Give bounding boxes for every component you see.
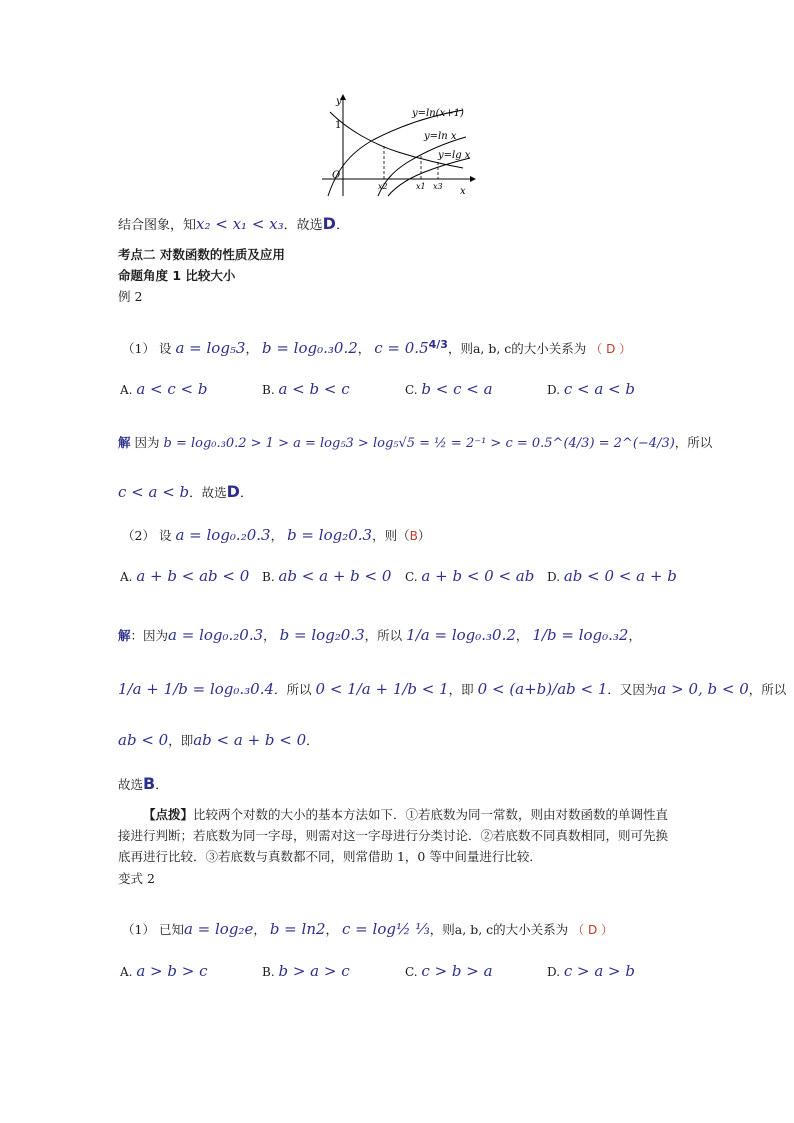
v1-stem: （1） 已知a = log₂e， b = ln2， c = log½ ⅓，则a, b, c的大小关系为 （ D ） — [122, 920, 614, 938]
q1-sol-line2-expr: c < a < b — [118, 483, 190, 501]
q2-option-d[interactable]: D. ab < 0 < a + b — [547, 567, 677, 585]
v1-num: （1） — [122, 922, 155, 937]
q1-sol-line2-mid: ．故选 — [189, 485, 227, 500]
q2-sol-final: ab < a + b < 0 — [193, 731, 307, 749]
conclusion-mid: ．故选 — [283, 218, 323, 233]
origin-label: O — [332, 170, 341, 181]
q2-sol-ab: ab < 0 — [118, 731, 169, 749]
q2-option-c[interactable]: C. a + b < 0 < ab — [405, 567, 535, 585]
one-label: 1 — [335, 120, 342, 131]
q1-sol-tail: ，所以 — [674, 435, 713, 450]
q2-sol-range2: 0 < (a+b)/ab < 1 — [477, 680, 608, 698]
curve1-label: y=ln(x+1) — [412, 108, 464, 119]
q2-sol-dot: ． — [306, 733, 319, 748]
v1-c-def: c = log½ ⅓ — [342, 920, 430, 938]
q1-solution-line1 — [118, 433, 712, 451]
q2-solution-line1: 解：因为a = log₀.₂0.3， b = log₂0.3，所以 1/a = log₀.₃0.2， 1/b = log₀.₃2， — [118, 626, 641, 644]
q2-b-def: b = log₂0.3 — [287, 526, 373, 544]
x2-label: x2 — [378, 182, 388, 191]
q2-sol-so2: ．所以 — [274, 682, 312, 697]
q2-sol-inv-a: 1/a = log₀.₃0.2 — [406, 626, 516, 644]
v1-a-def: a = log₂e — [183, 920, 254, 938]
q1-b-def: b = log₀.₃0.2 — [261, 339, 358, 358]
v1-known: 已知 — [158, 922, 184, 937]
q1-set: 设 — [158, 341, 172, 357]
q2-option-a[interactable]: A. a + b < ab < 0 — [120, 567, 250, 585]
q1-stem: （1） 设 a = log₅3， b = log₀.₃0.2， $c = 0.5^{4/3}$，则a, b, c的大小关系为 （ D ） — [122, 338, 632, 358]
conclusion-pre: 结合图象，知 — [118, 218, 197, 233]
y-axis-label: y — [336, 96, 342, 107]
q2-sol-so: ，所以 — [364, 628, 403, 643]
tip-body: 比较两个对数的大小的基本方法如下．①若底数为同一常数，则由对数函数的单调性直接进行判断；若底数为同一字母，则需对这一字母进行分类讨论．②若底数不同真数相同，则可先换底再进行比较．③若底数与真数都不同，则常借助 1，0 等中间量进行比较． — [118, 807, 669, 864]
q2-sol-text: ：因为 — [130, 628, 169, 643]
x1-label: x1 — [416, 182, 426, 191]
q1-option-c[interactable]: C. b < c < a — [405, 380, 493, 398]
q1-sol-line2-end: ． — [239, 485, 253, 500]
q2-sol-choose-end: ． — [155, 777, 168, 792]
q2-sol-choose: 故选 — [118, 777, 144, 792]
q2-sol-head: 解 — [118, 628, 131, 643]
q2-sol-a: a = log₀.₂0.3 — [168, 626, 264, 644]
q2-solution-line3 — [118, 731, 319, 749]
q2-stem: （2） 设 a = log₀.₂0.3， b = log₂0.3，则（B） — [122, 526, 431, 544]
q2-tail-end: ） — [417, 528, 431, 543]
curve2-label: y=ln x — [424, 131, 457, 142]
q1-sol-head: 解 — [118, 435, 131, 450]
q1-sol-text: 因为 — [134, 435, 160, 450]
subsection-title: 命题角度 1 比较大小 — [118, 268, 236, 283]
q2-solution-line2 — [118, 680, 786, 698]
q2-sol-sign: a > 0, b < 0 — [657, 680, 749, 698]
q2-tail: ，则（ — [372, 528, 410, 543]
x-axis-arrow — [470, 176, 476, 182]
example-label: 例 2 — [118, 289, 143, 304]
tip-paragraph — [118, 804, 678, 867]
v1-b-def: b = ln2 — [269, 920, 326, 938]
q1-solution-line2 — [118, 482, 252, 501]
function-graph-figure — [318, 92, 480, 200]
q2-sol-again: ．又因为 — [607, 682, 658, 697]
q2-sol-choose-ans: B — [143, 774, 156, 793]
x3-label: x3 — [433, 182, 443, 191]
q2-option-b[interactable]: B. ab < a + b < 0 — [262, 567, 392, 585]
q1-a-def: a = log₅3 — [175, 339, 246, 358]
q2-sol-so3: ，所以 — [748, 682, 787, 697]
conclusion-answer: D — [322, 214, 336, 233]
curve-lg-x — [388, 158, 470, 196]
q2-answer: B — [409, 529, 418, 543]
v1-option-c[interactable]: C. c > b > a — [405, 962, 493, 980]
v1-tail: ，则a, b, c的大小关系为 — [429, 922, 569, 937]
q2-num: （2） — [122, 528, 155, 543]
q1-option-b[interactable]: B. a < b < c — [262, 380, 350, 398]
conclusion-end: ． — [335, 218, 349, 233]
q1-sol-expr: b = log₀.₃0.2 > 1 > a = log₅3 > log₅√5 = ½ = 2⁻¹ > c = 0.5^(4/3) = 2^(−4/3) — [163, 436, 675, 451]
q1-sol-line2-ans: D — [226, 482, 240, 501]
q2-sol-ji: ，即 — [448, 682, 474, 697]
q2-sol-range: 0 < 1/a + 1/b < 1 — [315, 680, 449, 698]
curve3-label: y=lg x — [438, 150, 471, 161]
v1-option-d[interactable]: D. c > a > b — [547, 962, 635, 980]
q2-sol-b: b = log₂0.3 — [279, 626, 365, 644]
q2-choose — [118, 774, 168, 793]
v1-option-b[interactable]: B. b > a > c — [262, 962, 350, 980]
tip-head: 【点拨】 — [143, 807, 194, 822]
q2-sol-ji2: ，即 — [168, 733, 194, 748]
v1-answer: （ D ） — [572, 923, 614, 937]
q1-option-a[interactable]: A. a < c < b — [120, 380, 208, 398]
conclusion-math: x₂ < x₁ < x₃ — [196, 215, 284, 233]
q1-c-exp: 4/3 — [428, 338, 448, 351]
q1-option-d[interactable]: D. c < a < b — [547, 380, 635, 398]
section-title: 考点二 对数函数的性质及应用 — [118, 247, 285, 262]
x-axis-label: x — [460, 186, 466, 197]
q1-tail: ，则a, b, c的大小关系为 — [447, 341, 587, 357]
v1-option-a[interactable]: A. a > b > c — [120, 962, 208, 980]
figure-conclusion — [118, 214, 349, 233]
q1-c-def: c = 0.5 — [374, 339, 429, 358]
q1-answer: （ D ） — [590, 342, 632, 357]
q2-sol-sum: 1/a + 1/b = log₀.₃0.4 — [118, 680, 275, 698]
q2-sol-inv-b: 1/b = log₀.₃2 — [532, 626, 629, 644]
variant-label: 变式 2 — [118, 871, 155, 886]
q2-set: 设 — [158, 528, 172, 543]
q1-num: （1） — [122, 341, 155, 357]
q2-a-def: a = log₀.₂0.3 — [175, 526, 271, 544]
